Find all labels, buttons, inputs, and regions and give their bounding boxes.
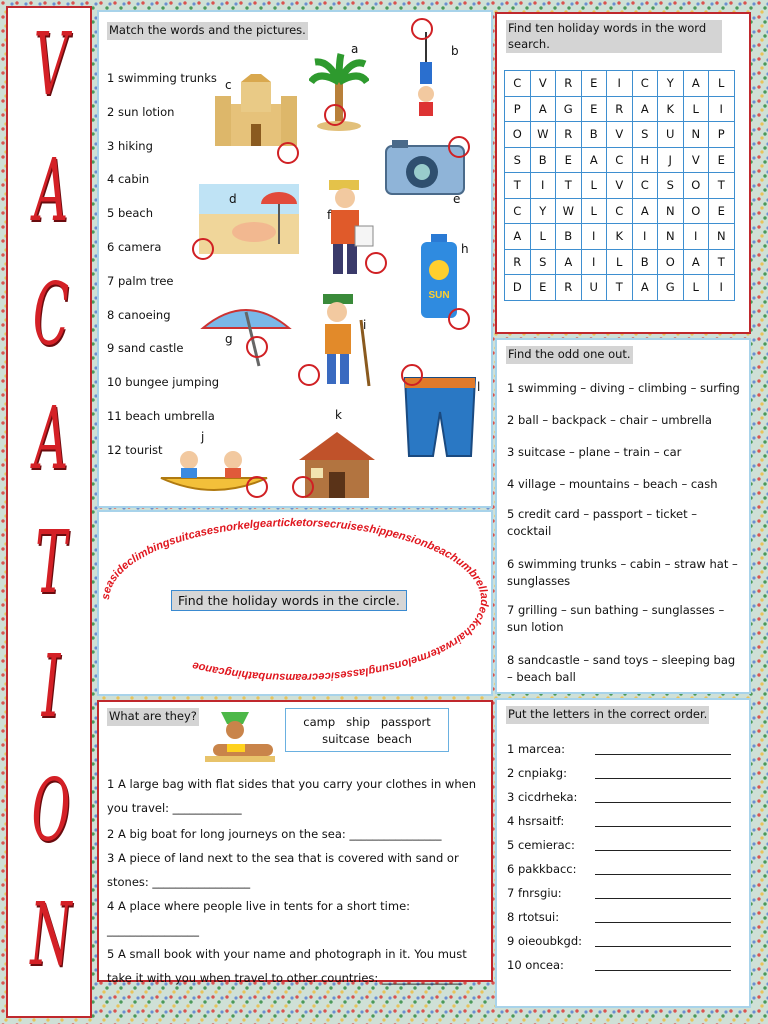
circle-word-string: seasideclimbingsuitcasesnorkelgearticketorsecruiseshippensionbeachumbrelladeckchairwatermelonsunglassesicecreamsunbathingcanoe <box>99 516 491 684</box>
picture-letter: g <box>225 332 233 346</box>
wordsearch-grid <box>504 70 735 301</box>
picture-letter: k <box>335 408 342 422</box>
answer-circle[interactable] <box>448 308 470 330</box>
wordsearch-cell[interactable]: B <box>530 147 556 173</box>
answer-line[interactable] <box>595 778 731 779</box>
list-item: 6 camera <box>107 239 162 254</box>
answer-circle[interactable] <box>324 104 346 126</box>
wordsearch-panel <box>495 12 751 334</box>
odd-heading: Find the odd one out. <box>506 346 633 364</box>
wordsearch-cell[interactable]: A <box>632 198 658 224</box>
list-item: 8 sandcastle – sand toys – sleeping bag – beach ball <box>507 653 736 684</box>
beach-umbrella-icon <box>199 298 294 368</box>
wordsearch-cell[interactable]: L <box>530 224 556 250</box>
wordsearch-cell[interactable]: G <box>556 96 582 122</box>
list-item: 3 hiking <box>107 138 153 153</box>
wordsearch-cell[interactable]: E <box>709 147 735 173</box>
list-item: 3 cicdrheka: <box>507 790 578 804</box>
list-item: 1 marcea: <box>507 742 566 756</box>
title-letter: T <box>35 513 67 613</box>
picture-letter: c <box>225 78 232 92</box>
picture-letter: j <box>201 430 205 444</box>
wordsearch-cell[interactable]: E <box>581 71 607 97</box>
wordsearch-cell[interactable]: I <box>709 96 735 122</box>
wordsearch-cell[interactable]: I <box>683 224 709 250</box>
wordsearch-cell[interactable]: R <box>607 96 633 122</box>
what-are-they-panel <box>97 700 493 985</box>
list-item: 9 oieoubkgd: <box>507 934 583 948</box>
list-item: 9 sand castle <box>107 341 184 356</box>
wordsearch-cell[interactable]: I <box>607 71 633 97</box>
wordsearch-cell[interactable]: C <box>607 147 633 173</box>
wordsearch-heading: Find ten holiday words in the word search. <box>506 20 722 53</box>
list-item: 3 suitcase – plane – train – car <box>507 445 682 459</box>
list-item: 1 swimming trunks <box>107 71 217 85</box>
wordsearch-cell[interactable]: V <box>530 71 556 97</box>
title-letter: N <box>30 885 72 985</box>
wordsearch-cell[interactable]: N <box>658 198 684 224</box>
wordsearch-cell[interactable]: A <box>530 96 556 122</box>
wordsearch-cell[interactable]: A <box>581 147 607 173</box>
wordsearch-row <box>505 96 735 122</box>
wordsearch-cell[interactable]: K <box>607 224 633 250</box>
wordsearch-cell[interactable]: E <box>709 198 735 224</box>
title-letter: V <box>33 15 69 115</box>
wordsearch-cell[interactable]: I <box>581 224 607 250</box>
list-item: 4 hsrsaitf: <box>507 814 565 828</box>
list-item: 2 cnpiakg: <box>507 766 567 780</box>
wordsearch-cell[interactable]: T <box>709 249 735 275</box>
list-item: 12 tourist <box>107 442 163 457</box>
wordsearch-cell[interactable]: P <box>505 96 531 122</box>
title-letter: I <box>41 637 61 737</box>
wordsearch-cell[interactable]: J <box>658 147 684 173</box>
list-item: 7 grilling – sun bathing – sunglasses – sun lotion <box>507 603 725 634</box>
picture-letter: a <box>351 42 359 56</box>
list-item: 4 cabin <box>107 172 150 187</box>
list-item: 10 bungee jumping <box>107 375 220 390</box>
letter-order-panel <box>495 698 751 1008</box>
answer-circle[interactable] <box>448 136 470 158</box>
wordsearch-cell[interactable]: R <box>556 275 582 301</box>
wordsearch-cell[interactable]: A <box>632 96 658 122</box>
wordsearch-cell[interactable]: C <box>607 198 633 224</box>
wordsearch-cell[interactable]: C <box>632 71 658 97</box>
answer-circle[interactable] <box>292 476 314 498</box>
wordsearch-cell[interactable]: S <box>505 147 531 173</box>
title-letter: A <box>33 141 69 241</box>
word-bank <box>285 708 449 752</box>
circle-panel <box>97 510 493 696</box>
odd-one-out-panel <box>495 338 751 694</box>
picture-letter: d <box>229 192 237 206</box>
order-heading: Put the letters in the correct order. <box>506 706 709 724</box>
list-item: 2 A big boat for long journeys on the sea: ________________ <box>107 827 442 841</box>
wordsearch-row <box>505 147 735 173</box>
list-item: 5 A small book with your name and photograph in it. You must take it with you when travel to other countries: ______________ <box>107 947 467 985</box>
answer-circle[interactable] <box>365 252 387 274</box>
picture-letter: e <box>453 192 461 206</box>
wordsearch-cell[interactable]: R <box>556 122 582 148</box>
picture-letter: l <box>477 380 481 394</box>
list-item: 6 pakkbacc: <box>507 862 577 876</box>
wordsearch-cell[interactable]: W <box>556 198 582 224</box>
wordsearch-cell[interactable]: A <box>683 249 709 275</box>
list-item: 2 sun lotion <box>107 104 175 119</box>
wordsearch-cell[interactable]: H <box>632 147 658 173</box>
wordsearch-cell[interactable]: Y <box>530 198 556 224</box>
picture-letter: h <box>461 242 469 256</box>
wordsearch-cell[interactable]: E <box>530 275 556 301</box>
wordsearch-cell[interactable]: W <box>530 122 556 148</box>
wordsearch-cell[interactable]: L <box>581 173 607 199</box>
list-item: 10 oncea: <box>507 958 564 972</box>
title-letter: C <box>32 265 70 365</box>
wordsearch-cell[interactable]: Y <box>658 71 684 97</box>
answer-circle[interactable] <box>192 238 214 260</box>
wordsearch-cell[interactable]: R <box>505 249 531 275</box>
wordsearch-cell[interactable]: T <box>556 173 582 199</box>
wordsearch-row <box>505 173 735 199</box>
wordsearch-cell[interactable]: O <box>683 173 709 199</box>
answer-line[interactable] <box>595 922 731 923</box>
list-item: 7 palm tree <box>107 273 174 288</box>
picture-letter: b <box>451 44 459 58</box>
wordsearch-row <box>505 71 735 97</box>
wordsearch-cell[interactable]: C <box>632 173 658 199</box>
list-item: 3 A piece of land next to the sea that is covered with sand or stones: _________________ <box>107 851 459 889</box>
beach-scene-icon <box>199 184 299 254</box>
wordsearch-cell[interactable]: N <box>709 224 735 250</box>
wordsearch-cell[interactable]: L <box>607 249 633 275</box>
wordsearch-row <box>505 198 735 224</box>
wordsearch-cell[interactable]: S <box>530 249 556 275</box>
list-item: 1 swimming – diving – climbing – surfing <box>507 381 740 395</box>
wordsearch-cell[interactable]: S <box>632 122 658 148</box>
answer-circle[interactable] <box>246 336 268 358</box>
wordsearch-cell[interactable]: B <box>632 249 658 275</box>
wordsearch-cell[interactable]: T <box>505 173 531 199</box>
wordsearch-row <box>505 122 735 148</box>
list-item: 7 fnrsgiu: <box>507 886 562 900</box>
wordsearch-cell[interactable]: L <box>581 198 607 224</box>
answer-line[interactable] <box>595 850 731 851</box>
title-letter: A <box>33 389 69 489</box>
wordsearch-cell[interactable]: A <box>632 275 658 301</box>
wordsearch-cell[interactable]: I <box>632 224 658 250</box>
wordsearch-cell[interactable]: L <box>683 96 709 122</box>
wordsearch-cell[interactable]: B <box>581 122 607 148</box>
wordsearch-cell[interactable]: C <box>505 198 531 224</box>
wordsearch-cell[interactable]: V <box>607 122 633 148</box>
list-item: 5 credit card – passport – ticket – cocktail <box>507 507 697 538</box>
answer-line[interactable] <box>595 826 731 827</box>
wordsearch-cell[interactable]: T <box>709 173 735 199</box>
wordsearch-row <box>505 249 735 275</box>
wordsearch-cell[interactable]: O <box>505 122 531 148</box>
sun-lotion-label: SUN <box>428 290 450 301</box>
wordsearch-row <box>505 275 735 301</box>
list-item: 5 beach <box>107 206 154 221</box>
wordsearch-cell[interactable]: E <box>556 147 582 173</box>
title-panel <box>6 6 92 1018</box>
answer-line[interactable] <box>595 898 731 899</box>
wordsearch-cell[interactable]: U <box>658 122 684 148</box>
bungee-jumper-icon <box>411 32 441 122</box>
answer-circle[interactable] <box>298 364 320 386</box>
list-item: 4 A place where people live in tents for a short time: ________________ <box>107 899 411 937</box>
list-item: 6 swimming trunks – cabin – straw hat – sunglasses <box>507 557 738 588</box>
wordsearch-cell[interactable]: U <box>581 275 607 301</box>
picture-letter: i <box>363 318 367 332</box>
wordsearch-cell[interactable]: I <box>581 249 607 275</box>
match-word-list <box>107 62 219 468</box>
list-item: 8 rtotsui: <box>507 910 560 924</box>
wordsearch-cell[interactable]: C <box>505 71 531 97</box>
wordsearch-cell[interactable]: V <box>607 173 633 199</box>
wordsearch-cell[interactable]: V <box>683 147 709 173</box>
wordsearch-cell[interactable]: O <box>658 249 684 275</box>
answer-circle[interactable] <box>401 364 423 386</box>
wordsearch-cell[interactable]: N <box>683 122 709 148</box>
wordsearch-cell[interactable]: R <box>556 71 582 97</box>
wordsearch-cell[interactable]: L <box>683 275 709 301</box>
answer-circle[interactable] <box>411 18 433 40</box>
wordsearch-cell[interactable]: T <box>607 275 633 301</box>
list-item: 4 village – mountains – beach – cash <box>507 477 718 491</box>
wordsearch-cell[interactable]: G <box>658 275 684 301</box>
wordsearch-cell[interactable]: I <box>530 173 556 199</box>
list-item: 11 beach umbrella <box>107 408 215 423</box>
wordsearch-cell[interactable]: B <box>556 224 582 250</box>
circle-instruction: Find the holiday words in the circle. <box>171 590 407 611</box>
answer-line[interactable] <box>595 754 731 755</box>
wordsearch-cell[interactable]: S <box>658 173 684 199</box>
wordsearch-row <box>505 224 735 250</box>
answer-line[interactable] <box>595 946 731 947</box>
answer-line[interactable] <box>595 874 731 875</box>
wordsearch-cell[interactable]: A <box>683 71 709 97</box>
wordsearch-cell[interactable]: A <box>556 249 582 275</box>
answer-circle[interactable] <box>277 142 299 164</box>
match-panel <box>97 10 493 508</box>
sunbather-icon <box>199 710 279 766</box>
title-letter: O <box>31 761 71 861</box>
wordsearch-cell[interactable]: N <box>658 224 684 250</box>
wordsearch-cell[interactable]: K <box>658 96 684 122</box>
list-item: 2 ball – backpack – chair – umbrella <box>507 413 712 427</box>
picture-letter: f <box>327 208 332 222</box>
list-item: 1 A large bag with flat sides that you carry your clothes in when you travel: ____________ <box>107 777 476 815</box>
wordsearch-cell[interactable]: P <box>709 122 735 148</box>
what-heading: What are they? <box>107 708 199 726</box>
wordsearch-cell[interactable]: O <box>683 198 709 224</box>
word-bank-line: suitcase beach <box>322 732 412 747</box>
wordsearch-cell[interactable]: I <box>709 275 735 301</box>
list-item: 5 cemierac: <box>507 838 575 852</box>
answer-line[interactable] <box>595 802 731 803</box>
answer-line[interactable] <box>595 970 731 971</box>
wordsearch-cell[interactable]: E <box>581 96 607 122</box>
word-bank-line: camp ship passport <box>303 715 431 729</box>
wordsearch-cell[interactable]: D <box>505 275 531 301</box>
answer-circle[interactable] <box>246 476 268 498</box>
wordsearch-cell[interactable]: L <box>709 71 735 97</box>
match-heading: Match the words and the pictures. <box>107 22 308 40</box>
wordsearch-cell[interactable]: A <box>505 224 531 250</box>
list-item: 8 canoeing <box>107 307 171 322</box>
